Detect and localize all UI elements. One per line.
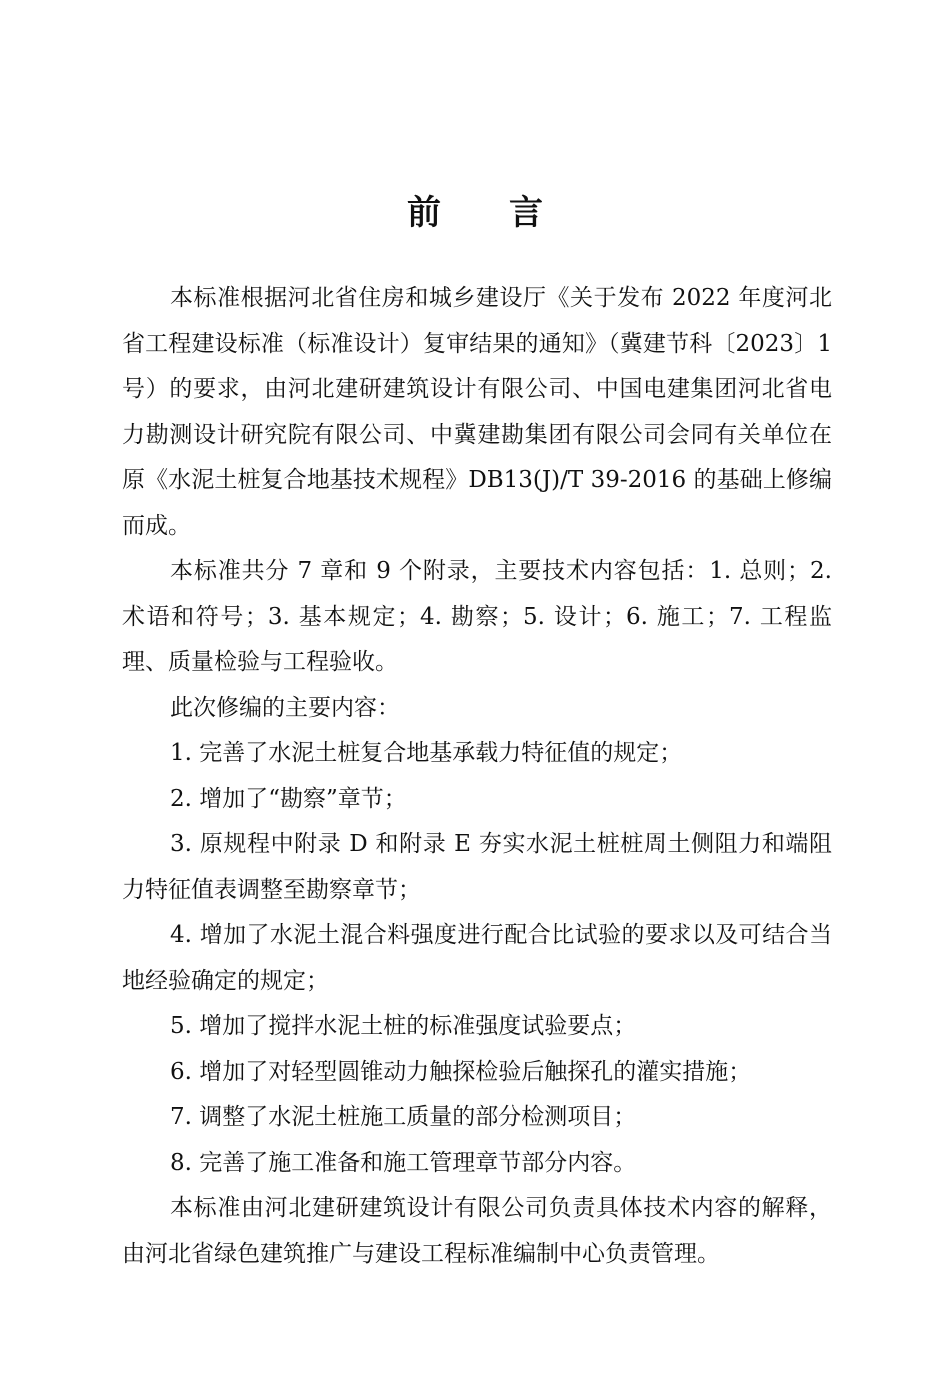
list-item: 6. 增加了对轻型圆锥动力触探检验后触探孔的灌实措施； (170, 1058, 752, 1085)
paragraph-contents: 本标准共分 7 章和 9 个附录，主要技术内容包括：1. 总则；2. 术语和符号；3. 基本规定；4. 勘察；5. 设计；6. 施工；7. 工程监理、质量检验与工程验收。 (122, 558, 832, 675)
list-item: 1. 完善了水泥土桩复合地基承载力特征值的规定； (170, 740, 683, 766)
paragraph-closing: 本标准由河北建研建筑设计有限公司负责具体技术内容的解释，由河北省绿色建筑推广与建设工程标准编制中心负责管理。 (122, 1195, 832, 1267)
title-char-2: 言 (509, 193, 543, 233)
list-item: 5. 增加了搅拌水泥土桩的标准强度试验要点； (170, 1013, 637, 1039)
page-title (0, 190, 950, 236)
title-char-1: 前 (407, 193, 441, 233)
list-item: 8. 完善了施工准备和施工管理章节部分内容。 (170, 1149, 637, 1176)
paragraph-revision-intro: 此次修编的主要内容： (170, 694, 400, 721)
list-item: 3. 原规程中附录 D 和附录 E 夯实水泥土桩桩周土侧阻力和端阻力特征值表调整至勘察章节； (122, 831, 832, 903)
preface-body (122, 276, 832, 1277)
list-item: 4. 增加了水泥土混合料强度进行配合比试验的要求以及可结合当地经验确定的规定； (122, 922, 832, 994)
list-item: 2. 增加了“勘察”章节； (170, 785, 407, 812)
list-item: 7. 调整了水泥土桩施工质量的部分检测项目； (170, 1104, 637, 1130)
paragraph-origin: 本标准根据河北省住房和城乡建设厅《关于发布 2022 年度河北省工程建设标准（标准设计）复审结果的通知》（冀建节科〔2023〕1 号）的要求，由河北建研建筑设计有限公司、中国电建集团河北省电力勘测设计研究院有限公司、中冀建勘集团有限公司会同有关单位在原《水泥土桩复合地基技术规程》DB13(J)/T 39-2016 的基础上修编而成。 (122, 285, 832, 539)
